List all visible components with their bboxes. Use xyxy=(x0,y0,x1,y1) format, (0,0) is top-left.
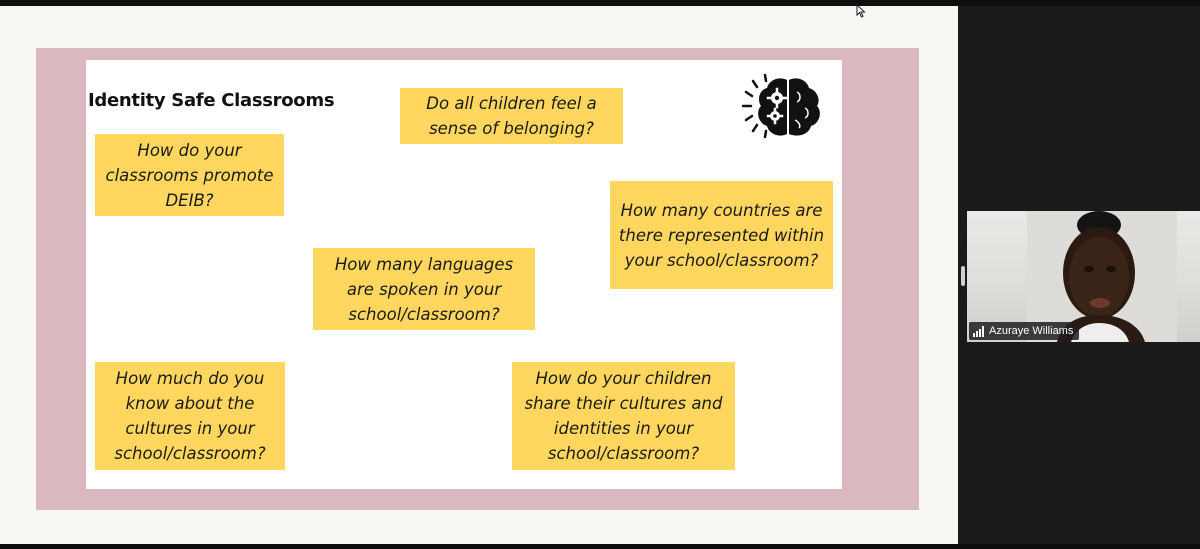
bottom-bar xyxy=(0,544,1200,549)
sticky-note-cultures xyxy=(95,362,285,470)
slide-title: Identity Safe Classrooms xyxy=(88,90,335,111)
brain-with-gears-icon xyxy=(739,72,823,142)
sticky-note-text: Do all children feel a sense of belonging? xyxy=(426,94,597,138)
participant-name-badge xyxy=(969,322,1079,340)
slide-frame xyxy=(36,48,919,510)
sticky-note-text: How do your children share their cultures and identities in your school/classroom? xyxy=(524,369,723,463)
mouse-cursor-icon xyxy=(856,4,866,18)
sticky-note-languages xyxy=(313,248,535,330)
sticky-note-countries xyxy=(610,181,833,289)
sticky-note-text: How much do you know about the cultures in your school/classroom? xyxy=(114,369,266,463)
panel-resize-handle[interactable] xyxy=(961,266,965,286)
participant-name: Azuraye Williams xyxy=(989,325,1074,337)
sticky-note-belonging xyxy=(400,88,623,144)
sticky-note-text: How many languages are spoken in your school/classroom? xyxy=(334,254,514,324)
sticky-note-deib xyxy=(95,134,284,216)
screen-share-area xyxy=(0,6,958,544)
participant-video-tile[interactable] xyxy=(967,211,1200,342)
sticky-note-text: How many countries are there represented within your school/classroom? xyxy=(618,200,825,270)
slide xyxy=(86,60,842,489)
signal-strength-icon xyxy=(973,326,984,337)
sticky-note-identities xyxy=(512,362,735,470)
sticky-note-text: How do your classrooms promote DEIB? xyxy=(105,140,274,210)
